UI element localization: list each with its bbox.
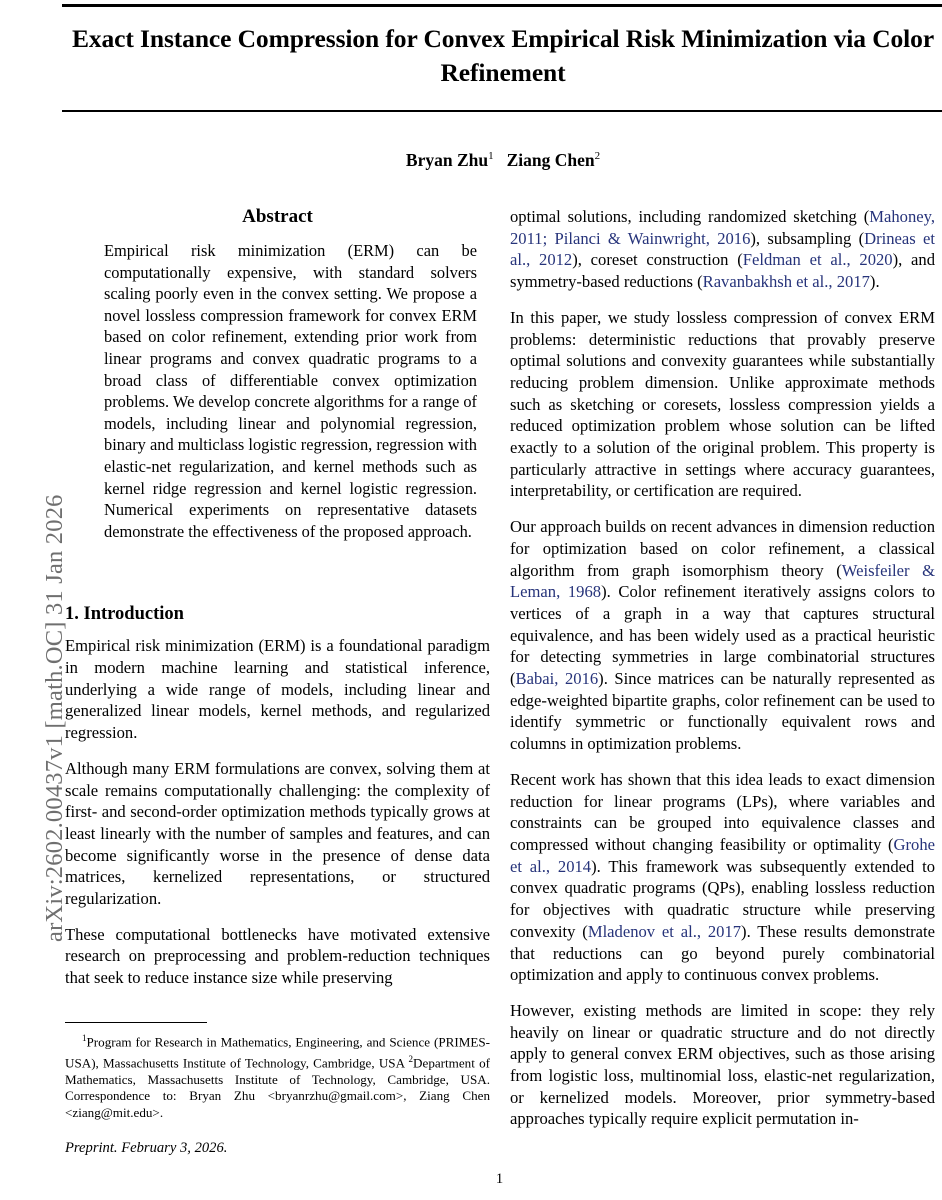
abstract-heading: Abstract	[242, 206, 313, 227]
text-fragment: Recent work has shown that this idea leads to exact dimension reduction for linear programs (LPs), where variables and constraints can be grouped into equivalence classes and compressed without changing feasibility or optimality (	[510, 769, 935, 854]
text-fragment: ). Color refinement iteratively assigns colors to vertices of a graph in a way that captures structural equivalence, and has been widely used as a practical heuristic for detecting symmetries in large combinatorial structures (	[510, 582, 935, 689]
header-rule-top	[62, 4, 942, 7]
introduction-heading: 1. Introduction	[65, 604, 184, 625]
citation-weisfeiler-leman-1968[interactable]: Weisfeiler & Leman, 1968	[510, 560, 935, 602]
footnote-affiliation-1: Program for Research in Mathematics, Engineering, and Science (PRIMES-USA), Massachusetts Institute of Technology, Cambridge, USA	[65, 1034, 490, 1071]
introduction-paragraph-3: These computational bottlenecks have motivated extensive research on preprocessing and problem-reduction techniques that seek to reduce instance size while preserving	[65, 924, 490, 988]
right-paragraph-optimal-solutions	[510, 206, 935, 293]
text-fragment: optimal solutions, including randomized sketching (	[510, 207, 870, 226]
citation-grohe-2014[interactable]: Grohe et al., 2014	[510, 834, 935, 876]
citation-mahoney-2011[interactable]: Mahoney, 2011	[510, 207, 935, 248]
citation-separator: ;	[542, 228, 555, 248]
right-paragraph-our-approach	[510, 516, 935, 755]
footnote-area	[65, 1022, 490, 1157]
citation-drineas-2012[interactable]: Drineas et al., 2012	[510, 228, 935, 270]
text-fragment: ). Since matrices can be naturally represented as edge-weighted bipartite graphs, color refinement can be used to identify symmetric or functionally equivalent rows and columns in optimization problems.	[510, 669, 935, 754]
author-affiliation-mark-2: 2	[594, 150, 601, 163]
right-column	[510, 206, 935, 1130]
author-name-2: Ziang Chen	[506, 150, 595, 170]
arxiv-stamp	[0, 0, 68, 1200]
right-paragraph-recent-work	[510, 769, 935, 986]
citation-ravanbakhsh-2017[interactable]: Ravanbakhsh et al., 2017	[702, 272, 870, 292]
footnote-mark-1: 1	[82, 1033, 87, 1044]
text-fragment: ), subsampling (	[750, 228, 865, 248]
preprint-line: Preprint. February 3, 2026.	[65, 1140, 228, 1157]
footnote-affiliation-2: Department of Mathematics, Massachusetts Institute of Technology, Cambridge, USA. Correspondence to: Bryan Zhu <bryanrzhu@gmail.com>, Ziang Chen <ziang@mit.edu>.	[65, 1055, 490, 1120]
page-title: Exact Instance Compression for Convex Empirical Risk Minimization via Color Refinement	[71, 24, 935, 87]
paper-page	[57, 0, 942, 1200]
introduction-paragraph-1: Empirical risk minimization (ERM) is a foundational paradigm in modern machine learning and statistical inference, underlying a wide range of models, including linear and generalized linear models, kernel methods, and regularized regression.	[65, 636, 490, 743]
citation-pilanci-wainwright-2016[interactable]: Pilanci & Wainwright, 2016	[554, 228, 751, 248]
text-fragment: ). This framework was subsequently extended to convex quadratic programs (QPs), enabling lossless reduction for objectives with quadratic structure while preserving convexity (	[510, 856, 936, 941]
arxiv-stamp-text: arXiv:2602.00437v1 [math.OC] 31 Jan 2026	[41, 494, 68, 942]
text-fragment: ).	[869, 272, 880, 292]
right-paragraph-in-this-paper: In this paper, we study lossless compression of convex ERM problems: deterministic reductions that provably preserve optimal solutions and convexity guarantees while substantially reducing problem dimension. Unlike approximate methods such as sketching or coresets, lossless compression yields a reduced optimization problem whose solution can be lifted exactly to a solution of the original problem. This property is particularly attractive in settings where accuracy guarantees, interpretability, or certification are required.	[510, 307, 935, 501]
introduction-section	[65, 604, 490, 989]
introduction-paragraph-2: Although many ERM formulations are convex, solving them at scale remains computationally challenging: the complexity of first- and second-order optimization methods typically grows at least linearly with the number of samples and features, and can become significantly worse in the presence of dense data matrices, kernelized representations, or structured regularization.	[65, 758, 490, 909]
citation-mladenov-2017[interactable]: Mladenov et al., 2017	[587, 921, 742, 941]
footnote-text	[65, 1030, 490, 1121]
abstract-text: Empirical risk minimization (ERM) can be computationally expensive, with standard solvers scaling poorly even in the convex setting. We propose a novel lossless compression framework for convex ERM based on color refinement, extending prior work from linear programs and convex quadratic programs to a broad class of differentiable convex optimization problems. We develop concrete algorithms for a range of models, including linear and polynomial regression, binary and multiclass logistic regression, regression with elastic-net regularization, and kernel methods such as kernel ridge regression and kernel logistic regression. Numerical experiments on representative datasets demonstrate the effectiveness of the proposed approach.	[104, 241, 477, 541]
right-paragraph-however: However, existing methods are limited in scope: they rely heavily on linear or quadratic structure and do not directly apply to general convex ERM objectives, such as those arising from logistic loss, multinomial loss, elastic-net regularization, or kernelized models. Moreover, prior symmetry-based approaches typically require explicit permutation in-	[510, 1000, 935, 1129]
author-affiliation-mark-1: 1	[488, 150, 494, 163]
text-fragment: ), and symmetry-based reductions (	[510, 250, 935, 292]
author-line	[65, 150, 941, 171]
text-fragment: ). These results demonstrate that reductions can go beyond purely combinatorial optimization and apply to continuous convex problems.	[510, 921, 935, 985]
header-rule-bottom	[62, 110, 942, 112]
author-name-1: Bryan Zhu	[405, 150, 489, 170]
page-number: 1	[495, 1171, 504, 1187]
left-column	[65, 206, 490, 989]
footnote-separator-rule	[65, 1022, 207, 1023]
text-fragment: ), coreset construction (	[572, 250, 743, 270]
text-fragment: Our approach builds on recent advances in dimension reduction for optimization based on color refinement, a classical algorithm from graph isomorphism theory (	[510, 517, 935, 580]
footnote-mark-2: 2	[408, 1054, 414, 1065]
citation-babai-2016[interactable]: Babai, 2016	[515, 669, 599, 689]
citation-feldman-2020[interactable]: Feldman et al., 2020	[742, 250, 893, 270]
